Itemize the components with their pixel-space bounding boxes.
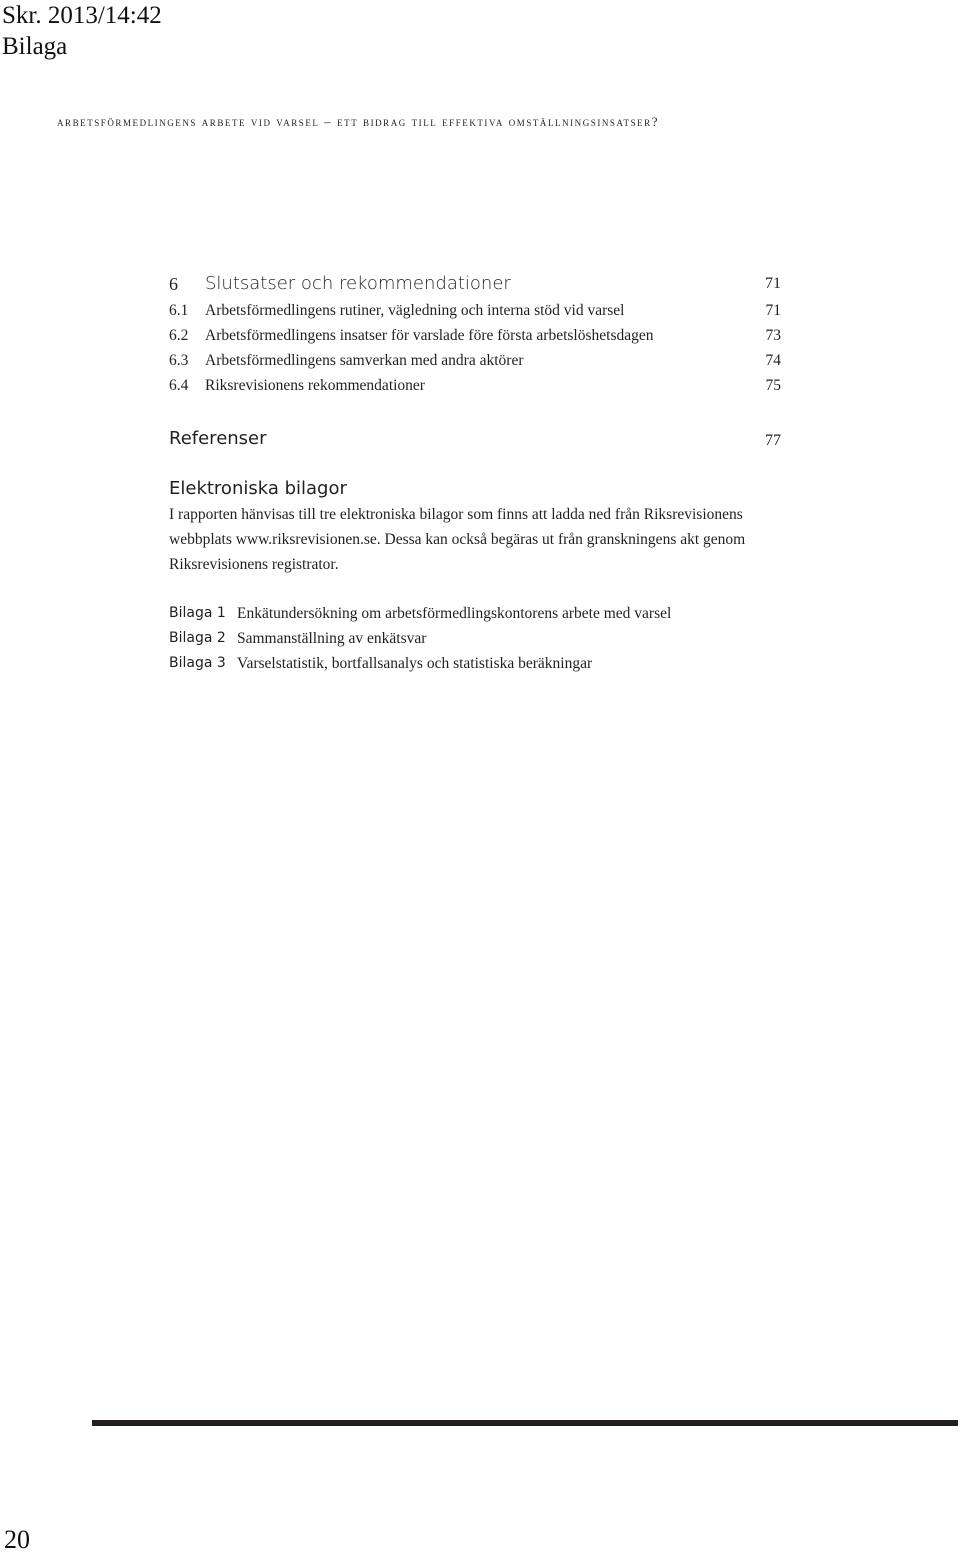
footer-rule bbox=[92, 1420, 958, 1426]
appendix-item-2 bbox=[169, 626, 789, 651]
toc-chapter-6[interactable] bbox=[169, 270, 781, 298]
electronic-appendices-text: I rapporten hänvisas till tre elektroniska bilagor som finns att ladda ned från Riksrevisionens webbplats www.riksrevisionen.se. Dessa kan också begäras ut från granskningens akt genom Riksrevisionens registrator. bbox=[169, 506, 746, 573]
table-of-contents bbox=[169, 270, 781, 398]
appendix-description: Sammanställning av enkätsvar bbox=[237, 630, 427, 647]
toc-number: 6.4 bbox=[169, 377, 189, 394]
toc-title: Arbetsförmedlingens rutiner, vägledning och interna stöd vid varsel bbox=[205, 302, 625, 319]
appendix-label: Bilaga 3 bbox=[169, 655, 226, 671]
toc-section-6-2[interactable] bbox=[169, 323, 781, 348]
appendix-item-1 bbox=[169, 601, 789, 626]
appendix-item-3 bbox=[169, 651, 789, 676]
toc-number: 6.2 bbox=[169, 327, 189, 344]
references-title: Referenser bbox=[169, 428, 267, 449]
toc-number: 6 bbox=[169, 274, 178, 294]
toc-page: 73 bbox=[765, 327, 781, 344]
appendix-label: Bilaga 2 bbox=[169, 630, 226, 646]
appendix-description: Varselstatistik, bortfallsanalys och statistiska beräkningar bbox=[237, 655, 593, 672]
electronic-appendices-heading: Elektroniska bilagor bbox=[169, 478, 347, 499]
toc-title: Slutsatser och rekommendationer bbox=[205, 273, 511, 294]
toc-page: 71 bbox=[765, 275, 781, 292]
toc-section-6-1[interactable] bbox=[169, 298, 781, 323]
toc-title: Arbetsförmedlingens insatser för varslade före första arbetslöshetsdagen bbox=[205, 327, 654, 344]
appendix-label: Bilaga 1 bbox=[169, 605, 226, 621]
toc-page: 71 bbox=[765, 302, 781, 319]
toc-number: 6.1 bbox=[169, 302, 189, 319]
appendix-list bbox=[169, 601, 789, 676]
appendix-description: Enkätundersökning om arbetsförmedlingskontorens arbete med varsel bbox=[237, 605, 672, 622]
page-number: 20 bbox=[4, 1525, 30, 1554]
toc-section-6-3[interactable] bbox=[169, 348, 781, 373]
toc-references[interactable] bbox=[169, 425, 781, 453]
toc-number: 6.3 bbox=[169, 352, 189, 369]
references-page: 77 bbox=[765, 432, 781, 449]
doc-ref-appendix: Bilaga bbox=[2, 33, 68, 60]
toc-title: Arbetsförmedlingens samverkan med andra aktörer bbox=[205, 352, 524, 369]
running-head: arbetsförmedlingens arbete vid varsel – ett bidrag till effektiva omställningsinsatser? bbox=[57, 114, 660, 129]
toc-page: 75 bbox=[765, 377, 781, 394]
doc-ref-number: Skr. 2013/14:42 bbox=[2, 2, 162, 29]
document-reference bbox=[2, 0, 162, 62]
toc-page: 74 bbox=[765, 352, 781, 369]
toc-title: Riksrevisionens rekommendationer bbox=[205, 377, 425, 394]
toc-section-6-4[interactable] bbox=[169, 373, 781, 398]
